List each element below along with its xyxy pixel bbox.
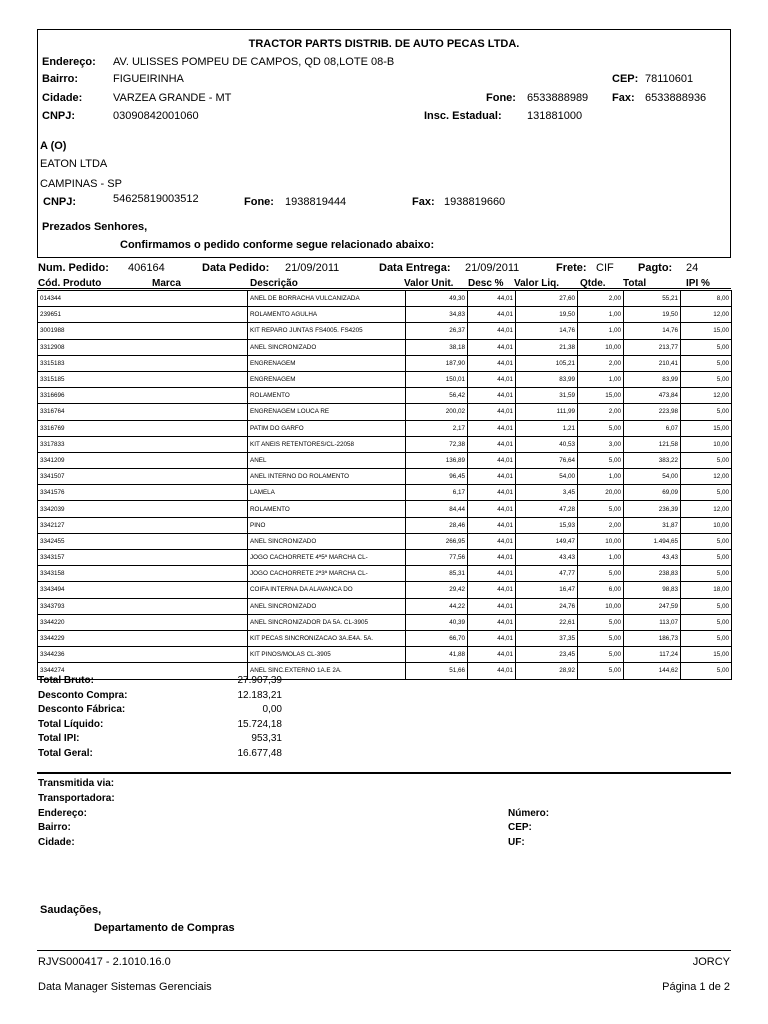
cell-unit: 6,17 <box>406 485 468 501</box>
table-row <box>38 630 732 646</box>
table-row <box>38 388 732 404</box>
cell-net: 14,76 <box>516 323 578 339</box>
cell-desc: ENGRENAGEM <box>248 371 406 387</box>
cell-code: 3317833 <box>38 436 248 452</box>
cell-qty: 1,00 <box>578 469 624 485</box>
cell-unit: 266,95 <box>406 533 468 549</box>
cell-ipi: 18,00 <box>681 582 732 598</box>
cnpj-label: CNPJ: <box>42 110 76 122</box>
cell-qty: 5,00 <box>578 630 624 646</box>
cell-unit: 77,56 <box>406 550 468 566</box>
cell-unit: 41,88 <box>406 647 468 663</box>
freight-value: CIF <box>596 262 614 274</box>
cell-desc: KIT PINOS/MOLAS CL-3905 <box>248 647 406 663</box>
total-value: 16.677,48 <box>237 748 282 759</box>
cell-desc: COIFA INTERNA DA ALAVANCA DO <box>248 582 406 598</box>
total-value: 12.183,21 <box>237 689 282 701</box>
cell-qty: 2,00 <box>578 404 624 420</box>
total-label: Total Bruto: <box>38 675 94 686</box>
delivery-date: 21/09/2011 <box>465 262 520 274</box>
cell-disc: 44,01 <box>468 614 516 630</box>
cell-desc: ENGRENAGEM LOUCA RE <box>248 404 406 420</box>
cell-disc: 44,01 <box>468 371 516 387</box>
cell-unit: 85,31 <box>406 566 468 582</box>
cell-qty: 20,00 <box>578 485 624 501</box>
cell-total: 1.494,65 <box>624 533 681 549</box>
cell-qty: 5,00 <box>578 566 624 582</box>
cell-disc: 44,01 <box>468 647 516 663</box>
cell-net: 21,38 <box>516 339 578 355</box>
table-row <box>38 582 732 598</box>
cell-code: 3316769 <box>38 420 248 436</box>
recipient-city: CAMPINAS - SP <box>40 178 122 190</box>
cell-ipi: 5,00 <box>681 485 732 501</box>
col-disc: Desc % <box>468 278 504 289</box>
cell-qty: 15,00 <box>578 388 624 404</box>
cell-ipi: 5,00 <box>681 550 732 566</box>
cell-total: 210,41 <box>624 355 681 371</box>
cell-qty: 2,00 <box>578 291 624 307</box>
cell-total: 213,77 <box>624 339 681 355</box>
cell-desc: ANEL SINCRONIZADO <box>248 598 406 614</box>
cell-code: 3344236 <box>38 647 248 663</box>
cell-qty: 3,00 <box>578 436 624 452</box>
cell-disc: 44,01 <box>468 663 516 679</box>
cell-code: 3316764 <box>38 404 248 420</box>
section-divider <box>37 772 731 774</box>
cell-net: 19,50 <box>516 307 578 323</box>
department: Departamento de Compras <box>94 922 235 934</box>
col-brand: Marca <box>152 278 181 289</box>
recipient-cnpj-label: CNPJ: <box>43 196 77 208</box>
company-cnpj: 03090842001060 <box>113 110 199 122</box>
cell-net: 43,43 <box>516 550 578 566</box>
cell-unit: 44,22 <box>406 598 468 614</box>
cell-code: 3341507 <box>38 469 248 485</box>
cell-qty: 10,00 <box>578 598 624 614</box>
cell-total: 247,59 <box>624 598 681 614</box>
cell-total: 473,84 <box>624 388 681 404</box>
recipient-cnpj: 54625819003512 <box>113 193 199 205</box>
cell-qty: 1,00 <box>578 323 624 339</box>
cell-ipi: 5,00 <box>681 598 732 614</box>
company-cep: 78110601 <box>645 73 694 85</box>
state-reg-label: Insc. Estadual: <box>424 110 502 122</box>
footer-system: Data Manager Sistemas Gerenciais <box>38 981 212 993</box>
cell-code: 3344274 <box>38 663 248 679</box>
cell-total: 14,76 <box>624 323 681 339</box>
cell-total: 186,73 <box>624 630 681 646</box>
cell-code: 3342039 <box>38 501 248 517</box>
table-row <box>38 501 732 517</box>
cell-ipi: 5,00 <box>681 566 732 582</box>
greeting: Prezados Senhores, <box>42 221 148 233</box>
carrier-district-label: Bairro: <box>38 822 71 833</box>
table-row <box>38 404 732 420</box>
cell-unit: 56,42 <box>406 388 468 404</box>
cell-code: 3342127 <box>38 517 248 533</box>
cell-ipi: 15,00 <box>681 323 732 339</box>
total-value: 27.907,39 <box>237 675 282 686</box>
cell-ipi: 5,00 <box>681 371 732 387</box>
cell-desc: KIT REPARO JUNTAS FS4005. FS4205 <box>248 323 406 339</box>
cell-code: 3341576 <box>38 485 248 501</box>
cell-net: 3,45 <box>516 485 578 501</box>
cell-desc: KIT PECAS SINCRONIZACAO 3A.E4A. 5A. <box>248 630 406 646</box>
footer-user: JORCY <box>692 956 730 968</box>
table-row <box>38 436 732 452</box>
cell-unit: 38,18 <box>406 339 468 355</box>
cell-desc: ROLAMENTO <box>248 388 406 404</box>
cell-ipi: 15,00 <box>681 647 732 663</box>
cell-net: 54,00 <box>516 469 578 485</box>
cell-total: 383,22 <box>624 452 681 468</box>
company-address: AV. ULISSES POMPEU DE CAMPOS, QD 08,LOTE 08-B <box>113 56 395 68</box>
cell-code: 3343793 <box>38 598 248 614</box>
cell-ipi: 5,00 <box>681 355 732 371</box>
cell-disc: 44,01 <box>468 550 516 566</box>
cell-net: 47,77 <box>516 566 578 582</box>
cell-qty: 10,00 <box>578 533 624 549</box>
cell-unit: 28,46 <box>406 517 468 533</box>
cell-total: 236,39 <box>624 501 681 517</box>
order-number-label: Num. Pedido: <box>38 262 109 274</box>
cell-total: 31,87 <box>624 517 681 533</box>
cell-net: 47,28 <box>516 501 578 517</box>
cell-net: 83,99 <box>516 371 578 387</box>
cell-disc: 44,01 <box>468 291 516 307</box>
cell-unit: 150,01 <box>406 371 468 387</box>
table-row <box>38 469 732 485</box>
total-label: Total Líquido: <box>38 718 104 730</box>
cell-unit: 72,38 <box>406 436 468 452</box>
cell-desc: ROLAMENTO AGULHA <box>248 307 406 323</box>
cell-qty: 1,00 <box>578 371 624 387</box>
table-row <box>38 566 732 582</box>
cell-desc: ANEL SINCRONIZADOR DA 5A. CL-3905 <box>248 614 406 630</box>
cell-total: 113,07 <box>624 614 681 630</box>
cell-net: 27,60 <box>516 291 578 307</box>
carrier-label: Transportadora: <box>38 793 115 804</box>
table-row <box>38 663 732 679</box>
table-row <box>38 533 732 549</box>
cell-qty: 1,00 <box>578 550 624 566</box>
cell-ipi: 12,00 <box>681 501 732 517</box>
cell-total: 144,62 <box>624 663 681 679</box>
cell-ipi: 5,00 <box>681 663 732 679</box>
total-value: 15.724,18 <box>237 718 282 730</box>
cell-total: 69,09 <box>624 485 681 501</box>
freight-label: Frete: <box>556 262 587 274</box>
recipient-phone-label: Fone: <box>244 196 274 208</box>
cell-code: 014344 <box>38 291 248 307</box>
table-row <box>38 420 732 436</box>
col-ipi: IPI % <box>686 278 710 289</box>
header-divider <box>37 288 731 289</box>
cell-ipi: 15,00 <box>681 420 732 436</box>
total-value: 953,31 <box>251 733 282 745</box>
cell-ipi: 5,00 <box>681 630 732 646</box>
company-state-reg: 131881000 <box>527 110 583 122</box>
cell-qty: 10,00 <box>578 339 624 355</box>
recipient-fax-label: Fax: <box>412 196 435 208</box>
cell-disc: 44,01 <box>468 404 516 420</box>
table-row <box>38 598 732 614</box>
cell-desc: PATIM DO GARFO <box>248 420 406 436</box>
col-qty: Qtde. <box>580 278 606 289</box>
cell-ipi: 8,00 <box>681 291 732 307</box>
fax-label: Fax: <box>612 92 635 104</box>
cell-desc: PINO <box>248 517 406 533</box>
cell-net: 149,47 <box>516 533 578 549</box>
cell-total: 43,43 <box>624 550 681 566</box>
cell-disc: 44,01 <box>468 452 516 468</box>
cell-desc: KIT ANEIS RETENTORES/CL-22058 <box>248 436 406 452</box>
cell-disc: 44,01 <box>468 307 516 323</box>
cell-qty: 5,00 <box>578 420 624 436</box>
cell-total: 54,00 <box>624 469 681 485</box>
cell-total: 98,83 <box>624 582 681 598</box>
cell-unit: 84,44 <box>406 501 468 517</box>
cell-total: 223,98 <box>624 404 681 420</box>
col-total: Total <box>623 278 647 289</box>
cell-unit: 26,37 <box>406 323 468 339</box>
company-city: VARZEA GRANDE - MT <box>113 92 232 104</box>
table-row <box>38 307 732 323</box>
table-row <box>38 291 732 307</box>
cell-unit: 187,90 <box>406 355 468 371</box>
cell-disc: 44,01 <box>468 485 516 501</box>
cell-net: 105,21 <box>516 355 578 371</box>
transmitted-via-label: Transmitida via: <box>38 778 115 789</box>
carrier-address-label: Endereço: <box>38 808 87 819</box>
footer-code: RJVS000417 - 2.1010.16.0 <box>38 956 171 968</box>
cell-disc: 44,01 <box>468 469 516 485</box>
cell-code: 3312908 <box>38 339 248 355</box>
footer-page: Página 1 de 2 <box>662 981 730 993</box>
cell-net: 40,53 <box>516 436 578 452</box>
cell-qty: 5,00 <box>578 501 624 517</box>
cell-qty: 5,00 <box>578 663 624 679</box>
table-row <box>38 371 732 387</box>
cell-total: 19,50 <box>624 307 681 323</box>
cell-unit: 49,30 <box>406 291 468 307</box>
cell-qty: 5,00 <box>578 647 624 663</box>
cell-unit: 200,02 <box>406 404 468 420</box>
cell-total: 55,21 <box>624 291 681 307</box>
cell-total: 117,24 <box>624 647 681 663</box>
cell-code: 3001988 <box>38 323 248 339</box>
cell-disc: 44,01 <box>468 436 516 452</box>
cell-code: 3315185 <box>38 371 248 387</box>
footer-divider <box>37 950 731 951</box>
district-label: Bairro: <box>42 73 79 85</box>
delivery-date-label: Data Entrega: <box>379 262 451 274</box>
cell-disc: 44,01 <box>468 533 516 549</box>
company-phone: 6533888989 <box>527 92 589 104</box>
order-number: 406164 <box>128 262 165 274</box>
cell-qty: 5,00 <box>578 452 624 468</box>
cell-ipi: 5,00 <box>681 533 732 549</box>
cell-qty: 5,00 <box>578 614 624 630</box>
confirm-text: Confirmamos o pedido conforme segue relacionado abaixo: <box>120 239 435 251</box>
table-row <box>38 647 732 663</box>
cell-disc: 44,01 <box>468 323 516 339</box>
cell-disc: 44,01 <box>468 566 516 582</box>
cell-code: 3316696 <box>38 388 248 404</box>
cell-unit: 136,89 <box>406 452 468 468</box>
cell-net: 37,35 <box>516 630 578 646</box>
company-name: TRACTOR PARTS DISTRIB. DE AUTO PECAS LTDA. <box>248 38 520 50</box>
cell-net: 1,21 <box>516 420 578 436</box>
cell-qty: 2,00 <box>578 517 624 533</box>
cep-label: CEP: <box>612 73 639 85</box>
cell-disc: 44,01 <box>468 501 516 517</box>
cell-desc: ROLAMENTO <box>248 501 406 517</box>
cell-ipi: 5,00 <box>681 404 732 420</box>
cell-net: 76,64 <box>516 452 578 468</box>
cell-ipi: 10,00 <box>681 436 732 452</box>
cell-total: 121,58 <box>624 436 681 452</box>
phone-label: Fone: <box>486 92 516 104</box>
cell-code: 3343157 <box>38 550 248 566</box>
cell-ipi: 5,00 <box>681 452 732 468</box>
cell-disc: 44,01 <box>468 517 516 533</box>
cell-ipi: 12,00 <box>681 469 732 485</box>
table-row <box>38 614 732 630</box>
cell-unit: 34,83 <box>406 307 468 323</box>
cell-net: 23,45 <box>516 647 578 663</box>
cell-desc: ANEL SINCRONIZADO <box>248 339 406 355</box>
cell-disc: 44,01 <box>468 388 516 404</box>
cell-disc: 44,01 <box>468 598 516 614</box>
total-label: Total Geral: <box>38 748 93 759</box>
cell-ipi: 12,00 <box>681 307 732 323</box>
carrier-city-label: Cidade: <box>38 837 75 848</box>
cell-qty: 2,00 <box>578 355 624 371</box>
table-row <box>38 485 732 501</box>
table-row <box>38 550 732 566</box>
cell-total: 238,83 <box>624 566 681 582</box>
order-date-label: Data Pedido: <box>202 262 270 274</box>
cell-disc: 44,01 <box>468 355 516 371</box>
cell-total: 83,99 <box>624 371 681 387</box>
payment-value: 24 <box>686 262 699 274</box>
table-row <box>38 452 732 468</box>
cell-net: 24,76 <box>516 598 578 614</box>
cell-desc: ANEL INTERNO DO ROLAMENTO <box>248 469 406 485</box>
cell-disc: 44,01 <box>468 630 516 646</box>
cell-unit: 2,17 <box>406 420 468 436</box>
cell-ipi: 10,00 <box>681 517 732 533</box>
cell-desc: ENGRENAGEM <box>248 355 406 371</box>
cell-net: 111,99 <box>516 404 578 420</box>
total-label: Desconto Compra: <box>38 689 128 701</box>
table-row <box>38 517 732 533</box>
cell-code: 3341209 <box>38 452 248 468</box>
col-net: Valor Liq. <box>514 278 560 289</box>
carrier-number-label: Número: <box>508 808 550 819</box>
payment-label: Pagto: <box>638 262 673 274</box>
cell-disc: 44,01 <box>468 420 516 436</box>
cell-desc: ANEL <box>248 452 406 468</box>
cell-ipi: 5,00 <box>681 614 732 630</box>
cell-code: 3344229 <box>38 630 248 646</box>
cell-qty: 6,00 <box>578 582 624 598</box>
cell-net: 15,93 <box>516 517 578 533</box>
cell-desc: JOGO CACHORRETE 4ª5ª MARCHA CL- <box>248 550 406 566</box>
cell-desc: LAMELA <box>248 485 406 501</box>
recipient-name: EATON LTDA <box>40 158 108 170</box>
total-label: Desconto Fábrica: <box>38 704 126 716</box>
address-label: Endereço: <box>42 56 96 68</box>
table-row <box>38 339 732 355</box>
col-code: Cód. Produto <box>38 278 102 289</box>
company-district: FIGUEIRINHA <box>113 73 184 85</box>
cell-desc: JOGO CACHORRETE 2ª3ª MARCHA CL- <box>248 566 406 582</box>
table-row <box>38 323 732 339</box>
recipient-phone: 1938819444 <box>285 196 347 208</box>
cell-code: 3315183 <box>38 355 248 371</box>
cell-net: 22,61 <box>516 614 578 630</box>
cell-unit: 29,42 <box>406 582 468 598</box>
cell-net: 31,59 <box>516 388 578 404</box>
cell-code: 239651 <box>38 307 248 323</box>
cell-unit: 51,66 <box>406 663 468 679</box>
cell-code: 3344220 <box>38 614 248 630</box>
cell-code: 3342455 <box>38 533 248 549</box>
recipient-label: A (O) <box>40 140 67 152</box>
carrier-cep-label: CEP: <box>508 822 532 833</box>
cell-qty: 1,00 <box>578 307 624 323</box>
carrier-uf-label: UF: <box>508 837 525 848</box>
cell-ipi: 5,00 <box>681 339 732 355</box>
cell-disc: 44,01 <box>468 582 516 598</box>
col-unit: Valor Unit. <box>404 278 454 289</box>
total-label: Total IPI: <box>38 733 80 745</box>
cell-desc: ANEL SINC.EXTERNO 1A.E 2A. <box>248 663 406 679</box>
city-label: Cidade: <box>42 92 83 104</box>
cell-code: 3343494 <box>38 582 248 598</box>
order-date: 21/09/2011 <box>285 262 340 274</box>
cell-net: 28,92 <box>516 663 578 679</box>
cell-net: 16,47 <box>516 582 578 598</box>
cell-ipi: 12,00 <box>681 388 732 404</box>
cell-unit: 66,70 <box>406 630 468 646</box>
cell-desc: ANEL SINCRONIZADO <box>248 533 406 549</box>
cell-code: 3343158 <box>38 566 248 582</box>
col-desc: Descrição <box>250 278 298 289</box>
items-table <box>37 290 732 680</box>
cell-total: 6,07 <box>624 420 681 436</box>
recipient-fax: 1938819660 <box>444 196 506 208</box>
cell-unit: 40,39 <box>406 614 468 630</box>
cell-desc: ANEL DE BORRACHA VULCANIZADA <box>248 291 406 307</box>
total-value: 0,00 <box>262 704 282 716</box>
table-row <box>38 355 732 371</box>
salutation: Saudações, <box>40 904 102 916</box>
company-fax: 6533888936 <box>645 92 707 104</box>
cell-unit: 96,45 <box>406 469 468 485</box>
cell-disc: 44,01 <box>468 339 516 355</box>
